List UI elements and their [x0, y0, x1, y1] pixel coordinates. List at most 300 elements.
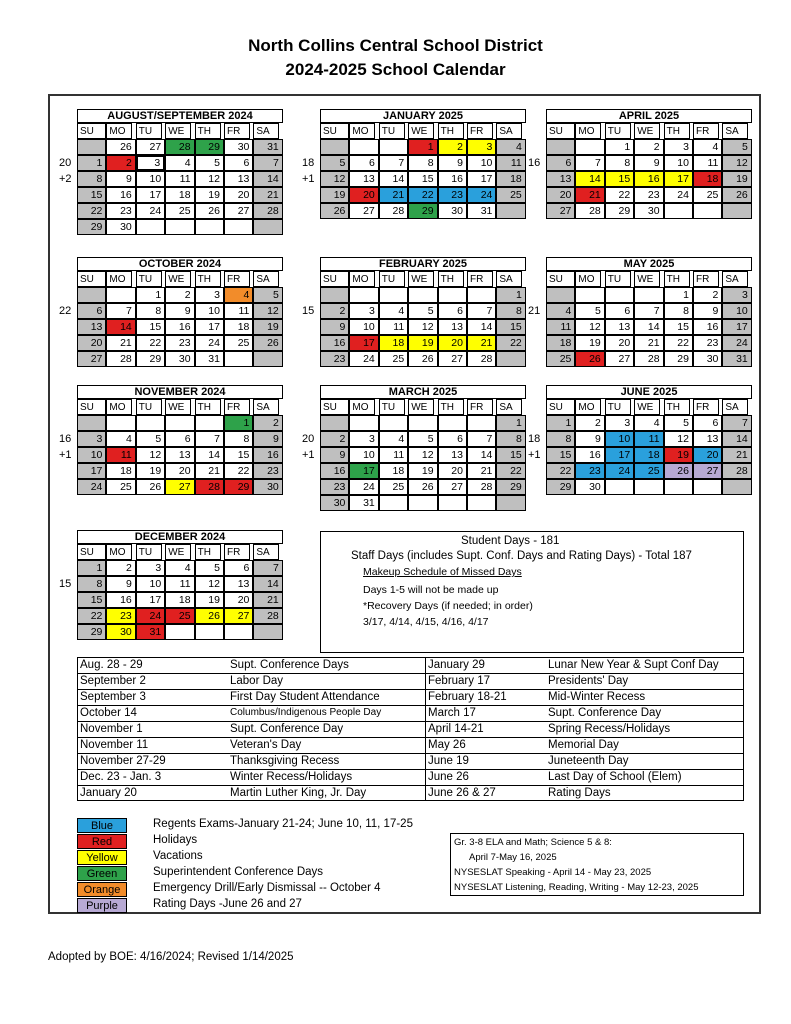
calendar-day: 23: [575, 463, 604, 479]
calendar-day: [136, 219, 165, 235]
calendar-day: 13: [693, 431, 722, 447]
holiday-name: Winter Recess/Holidays: [230, 771, 353, 783]
calendar-day: 8: [77, 171, 106, 187]
calendar-day: [224, 351, 253, 367]
calendar-day: [438, 495, 467, 511]
calendar-day: 29: [77, 219, 106, 235]
calendar-day: 24: [467, 187, 496, 203]
calendar-day: 25: [379, 351, 408, 367]
holiday-row: [78, 770, 743, 786]
calendar-day: 14: [722, 431, 751, 447]
calendar-day: 14: [379, 171, 408, 187]
calendar-day: [320, 139, 349, 155]
holiday-name: Thanksgiving Recess: [230, 755, 340, 767]
calendar-day: 29: [195, 139, 224, 155]
calendar-day: 31: [253, 139, 282, 155]
calendar-day: 24: [136, 203, 165, 219]
calendar-day: 20: [349, 187, 378, 203]
holiday-date: June 26: [428, 771, 469, 783]
calendar-day: 31: [136, 624, 165, 640]
day-header: TU: [379, 123, 405, 139]
school-day-count: +2: [59, 173, 72, 185]
calendar-day: [575, 139, 604, 155]
calendar-day: 30: [224, 139, 253, 155]
calendar-day: 23: [320, 351, 349, 367]
student-days: Student Days - 181: [461, 535, 560, 547]
day-header: SA: [253, 399, 279, 415]
day-header: TH: [438, 123, 464, 139]
day-header: FR: [224, 544, 250, 560]
calendar-day: [467, 495, 496, 511]
school-day-count: 15: [59, 578, 72, 590]
holiday-name: Memorial Day: [548, 739, 619, 751]
calendar-day: 7: [106, 303, 135, 319]
calendar-day: 18: [693, 171, 722, 187]
school-days-summary: [320, 531, 744, 653]
school-day-count: 15: [302, 305, 315, 317]
day-header: TH: [664, 271, 690, 287]
school-day-count: +1: [528, 449, 541, 461]
holiday-name: Supt. Conference Day: [230, 723, 344, 735]
calendar-day: [224, 624, 253, 640]
calendar-day: [379, 287, 408, 303]
calendar-day: 27: [693, 463, 722, 479]
day-header: TH: [664, 399, 690, 415]
calendar-day: 19: [195, 187, 224, 203]
calendar-day: 9: [320, 319, 349, 335]
school-day-count: +1: [302, 449, 315, 461]
test-line: Gr. 3-8 ELA and Math; Science 5 & 8:: [454, 837, 612, 848]
calendar-day: 27: [136, 139, 165, 155]
day-header: FR: [693, 123, 719, 139]
calendar-day: [634, 287, 663, 303]
calendar-day: [546, 287, 575, 303]
holiday-date: November 11: [80, 739, 149, 751]
calendar-day: 4: [165, 560, 194, 576]
calendar-day: 25: [106, 479, 135, 495]
holiday-name: Presidents' Day: [548, 675, 629, 687]
calendar-day: 7: [575, 155, 604, 171]
calendar-day: 29: [224, 479, 253, 495]
calendar-day: 3: [664, 139, 693, 155]
calendar-day: 8: [664, 303, 693, 319]
calendar-day: 26: [106, 139, 135, 155]
calendar-day: 28: [575, 203, 604, 219]
day-header: SU: [320, 271, 349, 287]
calendar-day: [575, 287, 604, 303]
day-header: FR: [693, 271, 719, 287]
calendar-day: 19: [408, 463, 437, 479]
legend-row: [77, 882, 437, 898]
holiday-date: November 1: [80, 723, 143, 735]
month-title: APRIL 2025: [546, 109, 752, 123]
calendar-day: 12: [722, 155, 751, 171]
calendar-day: 4: [496, 139, 525, 155]
calendar-day: 27: [224, 608, 253, 624]
calendar-day: 31: [195, 351, 224, 367]
calendar-day: 5: [195, 155, 224, 171]
calendar-day: 15: [546, 447, 575, 463]
calendar-day: 3: [467, 139, 496, 155]
calendar-day: [224, 219, 253, 235]
day-header: MO: [106, 271, 132, 287]
calendar-day: 24: [605, 463, 634, 479]
calendar-day: 14: [253, 171, 282, 187]
calendar-day: 6: [165, 431, 194, 447]
calendar-day: 3: [349, 303, 378, 319]
month-title: DECEMBER 2024: [77, 530, 283, 544]
calendar-day: 30: [575, 479, 604, 495]
day-header: TU: [136, 123, 162, 139]
holiday-date: June 19: [428, 755, 469, 767]
calendar-day: 5: [136, 431, 165, 447]
calendar-day: 4: [634, 415, 663, 431]
holiday-name: First Day Student Attendance: [230, 691, 380, 703]
calendar-day: 3: [605, 415, 634, 431]
calendar-day: 8: [496, 431, 525, 447]
calendar-day: 6: [349, 155, 378, 171]
calendar-day: 2: [438, 139, 467, 155]
day-header: TU: [136, 544, 162, 560]
calendar-day: 10: [349, 447, 378, 463]
holiday-date: October 14: [80, 707, 137, 719]
calendar-day: 11: [379, 319, 408, 335]
calendar-day: [106, 415, 135, 431]
day-header: FR: [224, 399, 250, 415]
calendar-day: [722, 203, 751, 219]
calendar-day: 28: [195, 479, 224, 495]
day-header: TU: [605, 123, 631, 139]
calendar-day: [496, 203, 525, 219]
calendar-day: 8: [546, 431, 575, 447]
calendar-day: [253, 624, 282, 640]
calendar-day: 30: [634, 203, 663, 219]
calendar-day: [349, 415, 378, 431]
calendar-day: [165, 219, 194, 235]
makeup-title: Makeup Schedule of Missed Days: [363, 566, 522, 578]
day-header: WE: [165, 123, 191, 139]
calendar-day: [438, 287, 467, 303]
calendar-day: 15: [77, 187, 106, 203]
day-header: WE: [165, 399, 191, 415]
day-header: TH: [195, 123, 221, 139]
calendar-day: 24: [349, 479, 378, 495]
calendar-day: 20: [546, 187, 575, 203]
legend-text: Regents Exams-January 21-24; June 10, 11, 17-25: [153, 818, 413, 830]
calendar-day: 28: [634, 351, 663, 367]
calendar-day: 6: [546, 155, 575, 171]
legend-text: Vacations: [153, 850, 203, 862]
calendar-day: 11: [224, 303, 253, 319]
holiday-date: May 26: [428, 739, 466, 751]
calendar-day: 4: [224, 287, 253, 303]
calendar-day: 10: [605, 431, 634, 447]
calendar-day: 21: [253, 592, 282, 608]
calendar-day: [693, 203, 722, 219]
calendar-day: 14: [575, 171, 604, 187]
calendar-day: 14: [195, 447, 224, 463]
calendar-day: 20: [693, 447, 722, 463]
month-title: JANUARY 2025: [320, 109, 526, 123]
calendar-day: 18: [224, 319, 253, 335]
test-line: NYSESLAT Speaking - April 14 - May 23, 2025: [454, 867, 652, 878]
day-header: WE: [408, 399, 434, 415]
calendar-day: 9: [634, 155, 663, 171]
calendar-day: 12: [253, 303, 282, 319]
calendar-day: 11: [634, 431, 663, 447]
calendar-day: 28: [467, 351, 496, 367]
day-header: TU: [605, 271, 631, 287]
calendar-day: 26: [136, 479, 165, 495]
calendar-day: 28: [253, 203, 282, 219]
calendar-day: [496, 495, 525, 511]
day-header: WE: [165, 271, 191, 287]
calendar-day: 20: [224, 187, 253, 203]
day-header: SA: [253, 544, 279, 560]
calendar-day: 21: [467, 463, 496, 479]
calendar-day: 23: [634, 187, 663, 203]
day-header: SA: [722, 399, 748, 415]
calendar-day: 14: [634, 319, 663, 335]
calendar-day: [320, 287, 349, 303]
day-header: SU: [546, 123, 575, 139]
holiday-name: Veteran's Day: [230, 739, 302, 751]
calendar-day: 24: [77, 479, 106, 495]
legend-swatch: Yellow: [77, 850, 127, 865]
calendar-day: 28: [722, 463, 751, 479]
calendar-day: 23: [165, 335, 194, 351]
calendar-day: 1: [496, 415, 525, 431]
calendar-day: [379, 139, 408, 155]
calendar-day: 11: [546, 319, 575, 335]
calendar-day: 23: [693, 335, 722, 351]
calendar-day: 27: [605, 351, 634, 367]
calendar-day: 7: [634, 303, 663, 319]
calendar-day: 11: [693, 155, 722, 171]
calendar-day: 26: [408, 479, 437, 495]
calendar-day: 10: [136, 171, 165, 187]
calendar-day: [195, 415, 224, 431]
calendar-day: [77, 415, 106, 431]
calendar-day: 6: [224, 155, 253, 171]
day-header: SU: [546, 271, 575, 287]
day-header: TH: [195, 544, 221, 560]
calendar-day: 22: [664, 335, 693, 351]
day-header: MO: [106, 123, 132, 139]
calendar-day: 7: [253, 155, 282, 171]
calendar-day: 28: [379, 203, 408, 219]
calendar-day: 17: [664, 171, 693, 187]
day-header: TH: [438, 271, 464, 287]
legend-row: [77, 866, 437, 882]
calendar-day: 8: [224, 431, 253, 447]
calendar-day: 25: [165, 203, 194, 219]
calendar-day: [195, 219, 224, 235]
calendar-title: 2024-2025 School Calendar: [285, 60, 506, 79]
test-line: April 7-May 16, 2025: [469, 852, 557, 863]
holiday-name: Last Day of School (Elem): [548, 771, 682, 783]
calendar-day: 11: [106, 447, 135, 463]
day-header: MO: [575, 399, 601, 415]
calendar-day: 24: [664, 187, 693, 203]
legend-swatch: Orange: [77, 882, 127, 897]
calendar-day: 26: [195, 608, 224, 624]
calendar-day: 26: [575, 351, 604, 367]
holiday-date: February 18-21: [428, 691, 507, 703]
calendar-day: 22: [136, 335, 165, 351]
calendar-day: 15: [408, 171, 437, 187]
calendar-day: 6: [693, 415, 722, 431]
calendar-day: [320, 415, 349, 431]
calendar-day: 19: [664, 447, 693, 463]
calendar-day: 26: [408, 351, 437, 367]
calendar-day: 11: [496, 155, 525, 171]
day-header: SA: [722, 271, 748, 287]
calendar-day: 13: [605, 319, 634, 335]
calendar-day: 21: [634, 335, 663, 351]
calendar-day: 27: [349, 203, 378, 219]
calendar-day: 20: [605, 335, 634, 351]
day-header: MO: [349, 271, 375, 287]
holiday-row: [78, 738, 743, 754]
calendar-day: 6: [77, 303, 106, 319]
calendar-day: 25: [379, 479, 408, 495]
calendar-day: 18: [379, 335, 408, 351]
state-tests-box: [450, 833, 744, 896]
day-header: SU: [77, 123, 106, 139]
calendar-day: 3: [195, 287, 224, 303]
calendar-day: 8: [496, 303, 525, 319]
calendar-day: [349, 287, 378, 303]
day-header: SU: [546, 399, 575, 415]
day-header: WE: [634, 123, 660, 139]
calendar-day: 9: [106, 576, 135, 592]
calendar-day: 20: [77, 335, 106, 351]
calendar-day: 18: [546, 335, 575, 351]
calendar-day: 16: [106, 187, 135, 203]
holiday-row: [78, 754, 743, 770]
calendar-day: 7: [722, 415, 751, 431]
calendar-day: 24: [136, 608, 165, 624]
calendar-day: 18: [165, 592, 194, 608]
calendar-day: 2: [106, 155, 135, 171]
calendar-day: [664, 203, 693, 219]
calendar-day: 29: [605, 203, 634, 219]
day-header: SU: [77, 544, 106, 560]
calendar-day: 10: [349, 319, 378, 335]
holiday-row: [78, 722, 743, 738]
day-header: MO: [575, 123, 601, 139]
calendar-day: 26: [722, 187, 751, 203]
day-header: TH: [664, 123, 690, 139]
calendar-day: 3: [722, 287, 751, 303]
calendar-day: 27: [438, 351, 467, 367]
makeup-line: *Recovery Days (if needed; in order): [363, 600, 533, 612]
calendar-day: 22: [77, 203, 106, 219]
calendar-day: 30: [320, 495, 349, 511]
calendar-day: [136, 415, 165, 431]
makeup-line: 3/17, 4/14, 4/15, 4/16, 4/17: [363, 616, 489, 628]
legend-swatch: Green: [77, 866, 127, 881]
calendar-day: 15: [605, 171, 634, 187]
calendar-day: 2: [165, 287, 194, 303]
calendar-day: 26: [664, 463, 693, 479]
district-title: North Collins Central School District: [248, 36, 543, 55]
day-header: WE: [634, 399, 660, 415]
calendar-day: 13: [438, 447, 467, 463]
day-header: WE: [165, 544, 191, 560]
staff-days: Staff Days (includes Supt. Conf. Days and Rating Days) - Total 187: [351, 550, 692, 562]
holiday-name: Spring Recess/Holidays: [548, 723, 671, 735]
calendar-day: 14: [106, 319, 135, 335]
holiday-row: [78, 690, 743, 706]
calendar-day: 18: [165, 187, 194, 203]
day-header: SU: [77, 271, 106, 287]
calendar-day: 6: [438, 431, 467, 447]
calendar-day: 30: [253, 479, 282, 495]
school-day-count: +1: [302, 173, 315, 185]
calendar-day: 23: [106, 608, 135, 624]
calendar-day: 19: [136, 463, 165, 479]
calendar-day: 3: [77, 431, 106, 447]
month-title: MARCH 2025: [320, 385, 526, 399]
day-header: FR: [224, 123, 250, 139]
calendar-day: 21: [467, 335, 496, 351]
holiday-date: September 2: [80, 675, 146, 687]
calendar-day: 8: [605, 155, 634, 171]
day-header: SA: [496, 123, 522, 139]
calendar-day: 15: [224, 447, 253, 463]
calendar-day: 14: [467, 447, 496, 463]
calendar-day: 29: [546, 479, 575, 495]
calendar-day: 1: [224, 415, 253, 431]
calendar-day: 15: [136, 319, 165, 335]
day-header: TH: [438, 399, 464, 415]
calendar-day: [546, 139, 575, 155]
calendar-day: 13: [224, 171, 253, 187]
calendar-day: 19: [722, 171, 751, 187]
holiday-date: June 26 & 27: [428, 787, 496, 799]
school-day-count: 18: [528, 433, 541, 445]
calendar-day: 24: [195, 335, 224, 351]
calendar-day: [77, 139, 106, 155]
day-header: TU: [379, 399, 405, 415]
calendar-day: 10: [722, 303, 751, 319]
calendar-day: 19: [195, 592, 224, 608]
calendar-day: [408, 415, 437, 431]
calendar-day: 28: [165, 139, 194, 155]
calendar-day: 31: [349, 495, 378, 511]
calendar-day: 4: [106, 431, 135, 447]
calendar-day: [722, 479, 751, 495]
calendar-day: 5: [722, 139, 751, 155]
calendar-day: 29: [77, 624, 106, 640]
calendar-day: 17: [77, 463, 106, 479]
calendar-day: 28: [253, 608, 282, 624]
calendar-day: 3: [349, 431, 378, 447]
calendar-day: 1: [605, 139, 634, 155]
calendar-day: 5: [253, 287, 282, 303]
legend-row: [77, 834, 437, 850]
calendar-day: 10: [136, 576, 165, 592]
calendar-day: 13: [546, 171, 575, 187]
calendar-day: 3: [136, 560, 165, 576]
calendar-day: 15: [77, 592, 106, 608]
calendar-day: 7: [195, 431, 224, 447]
day-header: FR: [467, 123, 493, 139]
calendar-day: 29: [408, 203, 437, 219]
calendar-day: 10: [467, 155, 496, 171]
